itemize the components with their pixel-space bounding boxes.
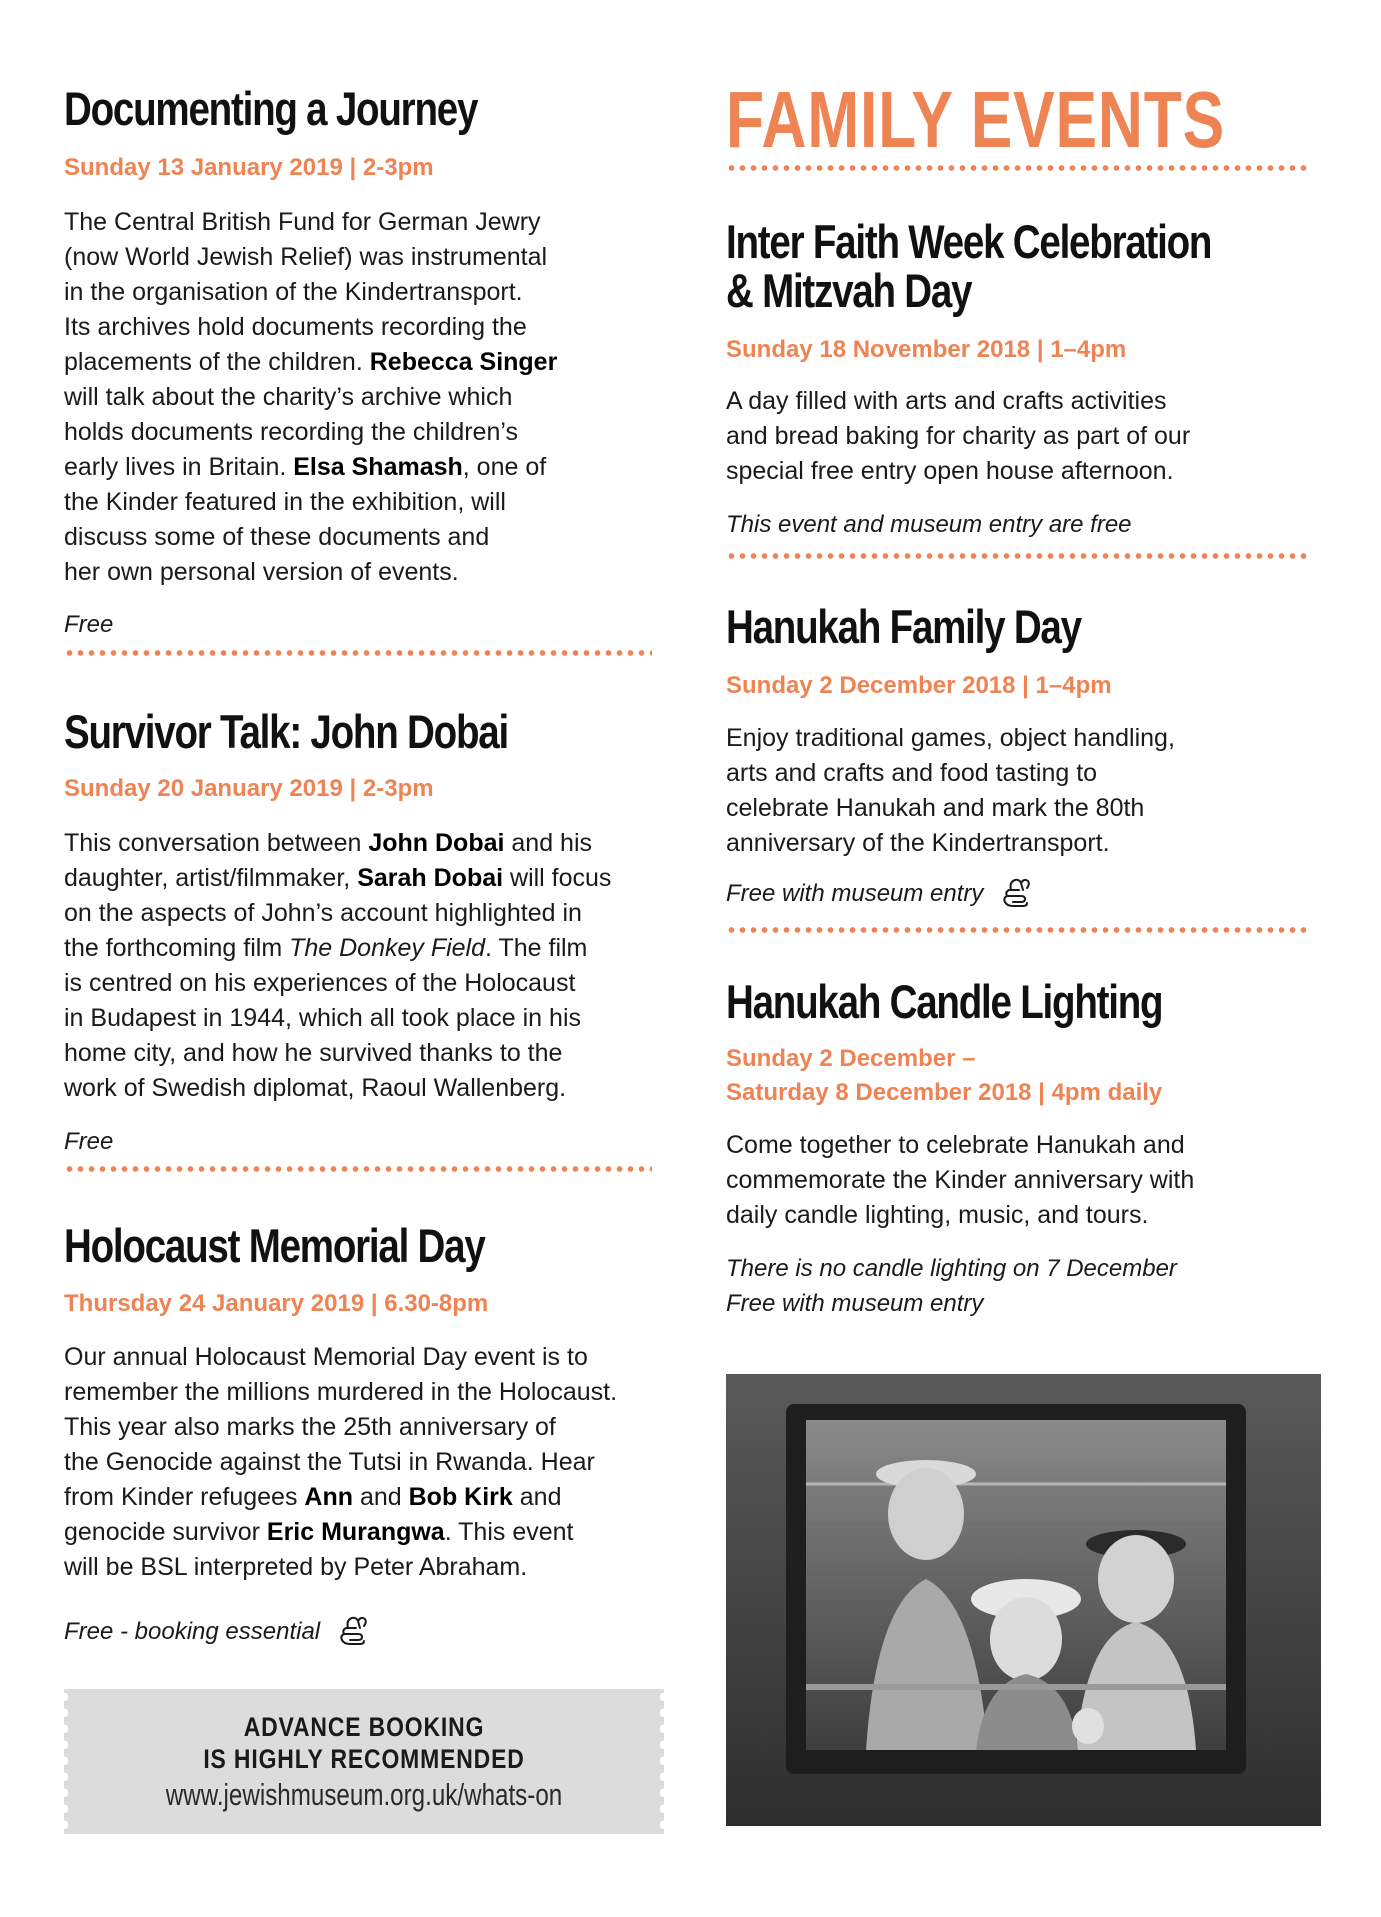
event-note-line-2: Free with museum entry — [726, 1290, 984, 1317]
event-documenting-a-journey — [64, 84, 568, 133]
event-title: Documenting a Journey — [64, 82, 478, 135]
event-price-note: This event and museum entry are free — [726, 511, 1132, 538]
event-description: The Central British Fund for German Jewry (now World Jewish Relief) was instrumental in the organisation of the Kindertransport. Its archives hold documents recording the placements of the children. Rebecca Singer will talk about the charity’s archive which holds documents recording the children’s early lives in Britain. Elsa Shamash, one of the Kinder featured in the exhibition, will discuss some of these documents and her own personal version of events. — [64, 208, 558, 586]
event-price-note — [726, 872, 1039, 914]
booking-line-1: ADVANCE BOOKING — [243, 1712, 485, 1742]
family-events-heading: FAMILY EVENTS — [726, 75, 1226, 164]
event-description: This conversation between John Dobai and his daughter, artist/filmmaker, Sarah Dobai will focus on the aspects of John’s account highlighted in the forthcoming film The Donkey Field. The film is centred on his experiences of the Holocaust in Budapest in 1944, which all took place in his home city, and how he survived thanks to the work of Swedish diplomat, Raoul Wallenberg. — [64, 829, 612, 1102]
event-title: Survivor Talk: John Dobai — [64, 705, 508, 758]
event-price-note-text: Free with museum entry — [726, 879, 984, 907]
event-description: A day filled with arts and crafts activities and bread baking for charity as part of our special free entry open house afternoon. — [726, 387, 1191, 485]
event-price-note-text: Free - booking essential — [64, 1617, 321, 1645]
event-price-note: Free — [64, 1128, 114, 1155]
event-holocaust-memorial-day — [64, 1221, 577, 1270]
hand-signing-icon — [334, 1610, 376, 1652]
event-title: Holocaust Memorial Day — [64, 1219, 485, 1272]
event-survivor-talk — [64, 707, 605, 756]
event-date: Sunday 2 December 2018 | 1–4pm — [726, 672, 1112, 699]
photo-illustration — [726, 1374, 1321, 1826]
event-date: Sunday 20 January 2019 | 2-3pm — [64, 775, 434, 802]
event-description: Our annual Holocaust Memorial Day event is to remember the millions murdered in the Holocaust. This year also marks the 25th anniversary of the Genocide against the Tutsi in Rwanda. Hear from Kinder refugees Ann and Bob Kirk and genocide survivor Eric Murangwa. This event will be BSL interpreted by Peter Abraham. — [64, 1343, 618, 1581]
dotted-divider — [726, 926, 1310, 934]
event-date-line-2: Saturday 8 December 2018 | 4pm daily — [726, 1079, 1163, 1106]
dotted-divider — [64, 649, 652, 657]
event-date: Thursday 24 January 2019 | 6.30-8pm — [64, 1290, 489, 1317]
event-note-line-1: There is no candle lighting on 7 December — [726, 1255, 1177, 1282]
event-title-line-2: & Mitzvah Day — [726, 264, 972, 317]
dotted-divider — [64, 1165, 652, 1173]
event-title: Hanukah Candle Lighting — [726, 975, 1163, 1028]
family-events-heading-wrap — [726, 75, 1366, 164]
event-title-line-1: Inter Faith Week Celebration — [726, 215, 1212, 268]
dotted-divider — [726, 552, 1310, 560]
hand-signing-icon — [997, 872, 1039, 914]
event-inter-faith-week — [726, 217, 1318, 315]
event-description: Enjoy traditional games, object handling, arts and crafts and food tasting to celebrate Hanukah and mark the 80th anniversary of the Kindertransport. — [726, 724, 1175, 857]
event-date: Sunday 18 November 2018 | 1–4pm — [726, 336, 1127, 363]
event-title: Hanukah Family Day — [726, 600, 1081, 653]
archival-photo-children-train-window — [726, 1374, 1321, 1826]
event-date: Sunday 13 January 2019 | 2-3pm — [64, 154, 434, 181]
event-price-note: Free — [64, 611, 114, 638]
ticket-edge — [654, 1689, 664, 1834]
booking-url-link[interactable]: www.jewishmuseum.org.uk/whats-on — [165, 1777, 563, 1812]
event-hanukah-candle-lighting — [726, 977, 1258, 1026]
event-date-line-1: Sunday 2 December – — [726, 1045, 976, 1072]
advance-booking-banner — [64, 1689, 664, 1834]
dotted-divider — [726, 164, 1310, 172]
event-hanukah-family-day — [726, 602, 1159, 651]
event-price-note — [64, 1610, 376, 1652]
event-description: Come together to celebrate Hanukah and commemorate the Kinder anniversary with daily candle lighting, music, and tours. — [726, 1131, 1195, 1229]
booking-line-2: IS HIGHLY RECOMMENDED — [203, 1744, 525, 1774]
ticket-edge — [64, 1689, 74, 1834]
